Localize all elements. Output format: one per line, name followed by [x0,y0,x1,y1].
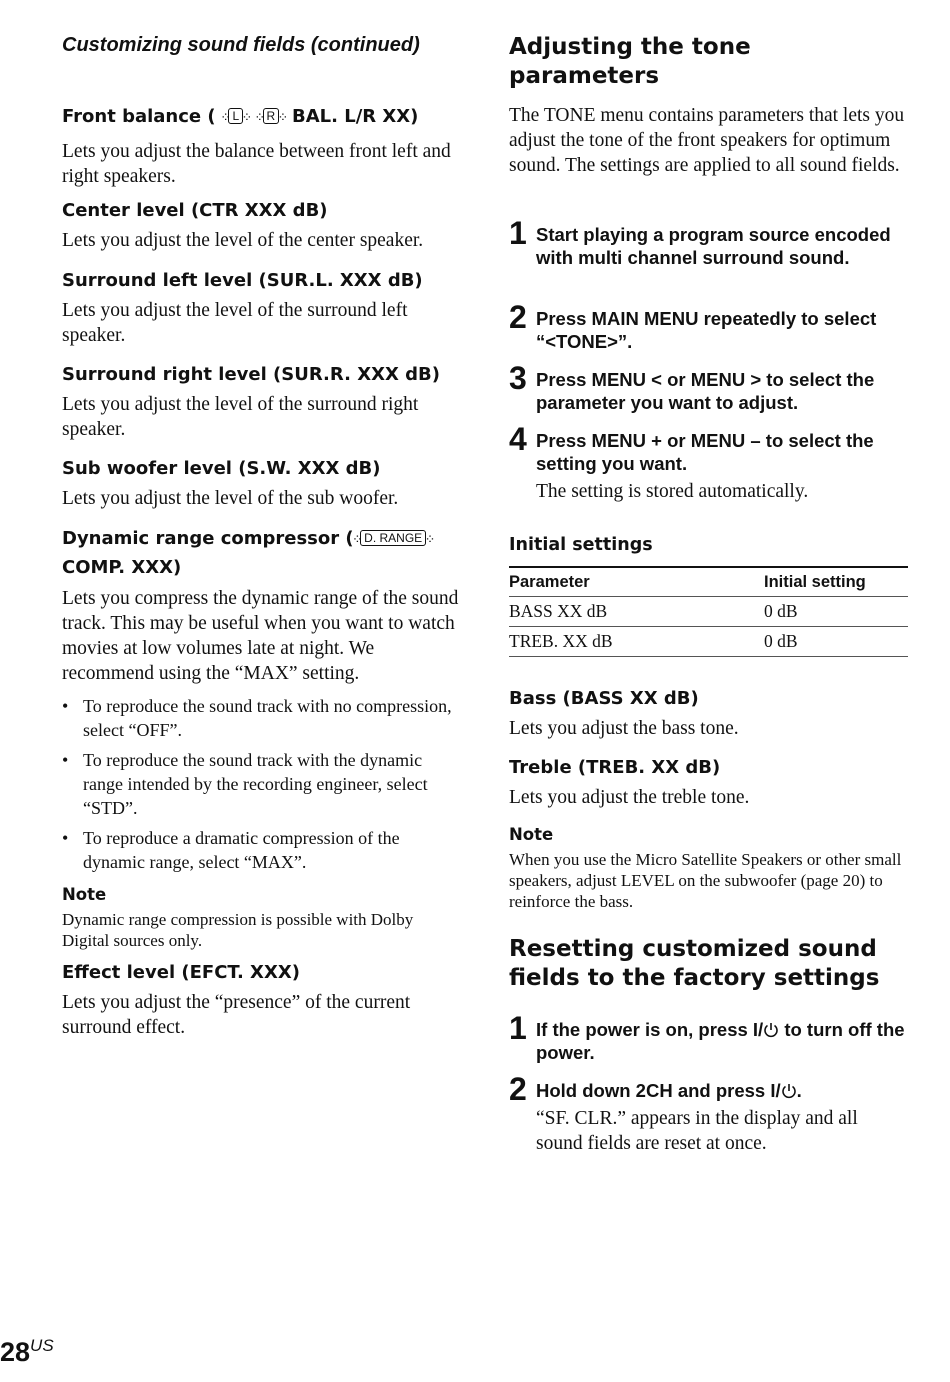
surround-right-section [62,362,462,442]
effect-level-heading: Effect level (EFCT. XXX) [62,962,300,983]
front-left-indicator-icon: L [228,108,243,124]
tone-section [509,33,909,178]
table-header-row [509,567,908,597]
tone-step-1 [509,215,909,269]
drc-bullet-list [62,694,462,874]
step-number: 4 [509,421,527,457]
effect-level-section [62,960,462,1040]
treble-note-heading: Note [509,825,554,844]
drc-note-text: Dynamic range compression is possible with Dolby Digital sources only. [62,910,414,950]
surround-right-heading: Surround right level (SUR.R. XXX dB) [62,364,440,385]
drc-heading: Dynamic range compressor (⁘ D. RANGE ⁘ COMP. XXX) [62,528,433,578]
power-icon [781,1083,797,1099]
bass-text: Lets you adjust the bass tone. [509,718,739,739]
table-row [509,627,908,657]
step-number: 2 [509,299,527,335]
drc-section [62,526,462,951]
step-subtext: “SF. CLR.” appears in the display and all sound fields are reset at once. [536,1108,858,1154]
step-number: 1 [509,1010,527,1046]
bass-section [509,686,909,741]
step-text: Press MENU < or MENU > to select the parameter you want to adjust. [536,369,875,413]
tone-intro: The TONE menu contains parameters that lets you adjust the tone of the front speakers for optimum sound. The settings are applied to all sound fields. [509,105,905,176]
surround-left-section [62,268,462,348]
surround-right-text: Lets you adjust the level of the surround right speaker. [62,394,419,440]
list-item: • To reproduce the sound track with the dynamic range intended by the recording engineer, select “STD”. [62,750,428,818]
indicator-rays-icon: ⁘ [221,113,229,123]
front-balance-section [62,104,462,189]
initial-settings-heading: Initial settings [509,535,653,555]
step-text: Start playing a program source encoded with multi channel surround sound. [536,224,891,268]
list-item: • To reproduce the sound track with no compression, select “OFF”. [62,696,452,740]
tone-step-2 [509,299,909,353]
treble-note-text: When you use the Micro Satellite Speakers or other small speakers, adjust LEVEL on the subwoofer (page 20) to reinforce the bass. [509,850,902,911]
step-text: Hold down 2CH and press I/ . [536,1080,802,1101]
surround-left-heading: Surround left level (SUR.L. XXX dB) [62,270,423,291]
step-number: 1 [509,215,527,251]
list-item: • To reproduce a dramatic compression of the dynamic range, select “MAX”. [62,828,400,872]
step-number: 2 [509,1071,527,1107]
table-cell: TREB. XX dB [509,627,764,657]
drc-note-heading: Note [62,885,107,904]
effect-level-text: Lets you adjust the “presence” of the current surround effect. [62,992,411,1038]
center-level-heading: Center level (CTR XXX dB) [62,200,328,221]
tone-step-3 [509,360,909,414]
treble-text: Lets you adjust the treble tone. [509,787,750,808]
indicator-rays-icon: ⁘ [255,113,263,123]
reset-heading: Resetting customized sound fields to the factory settings [509,936,880,991]
column-header-initial-setting: Initial setting [764,567,908,597]
indicator-rays-icon: ⁘ [353,535,361,545]
drc-text: Lets you compress the dynamic range of the sound track. This may be useful when you want to watch movies at low volumes late at night. We recommend using the “MAX” setting. [62,588,459,684]
reset-step-1 [509,1010,909,1064]
d-range-indicator-icon: D. RANGE [360,530,426,546]
tone-step-4 [509,421,909,504]
sub-woofer-section [62,456,462,511]
treble-heading: Treble (TREB. XX dB) [509,757,721,778]
page-number: $28^{US}$ [0,1336,54,1367]
region-code: US [30,1336,54,1355]
table-cell: BASS XX dB [509,597,764,627]
initial-settings-table [509,566,908,657]
step-text: Press MAIN MENU repeatedly to select “<TONE>”. [536,308,877,352]
sub-woofer-text: Lets you adjust the level of the sub woofer. [62,488,399,509]
initial-settings-section [509,533,909,657]
center-level-section [62,198,462,253]
center-level-text: Lets you adjust the level of the center speaker. [62,230,424,251]
step-subtext: The setting is stored automatically. [536,481,809,502]
surround-left-text: Lets you adjust the level of the surround left speaker. [62,300,408,346]
running-head: Customizing sound fields (continued) [62,34,420,56]
sub-woofer-heading: Sub woofer level (S.W. XXX dB) [62,458,381,479]
bass-heading: Bass (BASS XX dB) [509,688,699,709]
treble-section [509,755,909,912]
step-text: Press MENU + or MENU – to select the setting you want. [536,430,874,474]
front-right-indicator-icon: R [263,108,280,124]
tone-heading: Adjusting the tone parameters [509,34,751,89]
table-row [509,597,908,627]
reset-step-2 [509,1071,909,1156]
table-cell: 0 dB [764,597,908,627]
front-balance-heading: Front balance ( ⁘ L ⁘ ⁘ R ⁘ BAL. L/R XX) [62,106,419,127]
reset-section [509,935,909,993]
table-cell: 0 dB [764,627,908,657]
power-icon [763,1022,779,1038]
step-text: If the power is on, press I/ to turn off the power. [536,1019,905,1063]
step-number: 3 [509,360,527,396]
column-header-parameter: Parameter [509,567,764,597]
front-balance-text: Lets you adjust the balance between front left and right speakers. [62,141,451,187]
